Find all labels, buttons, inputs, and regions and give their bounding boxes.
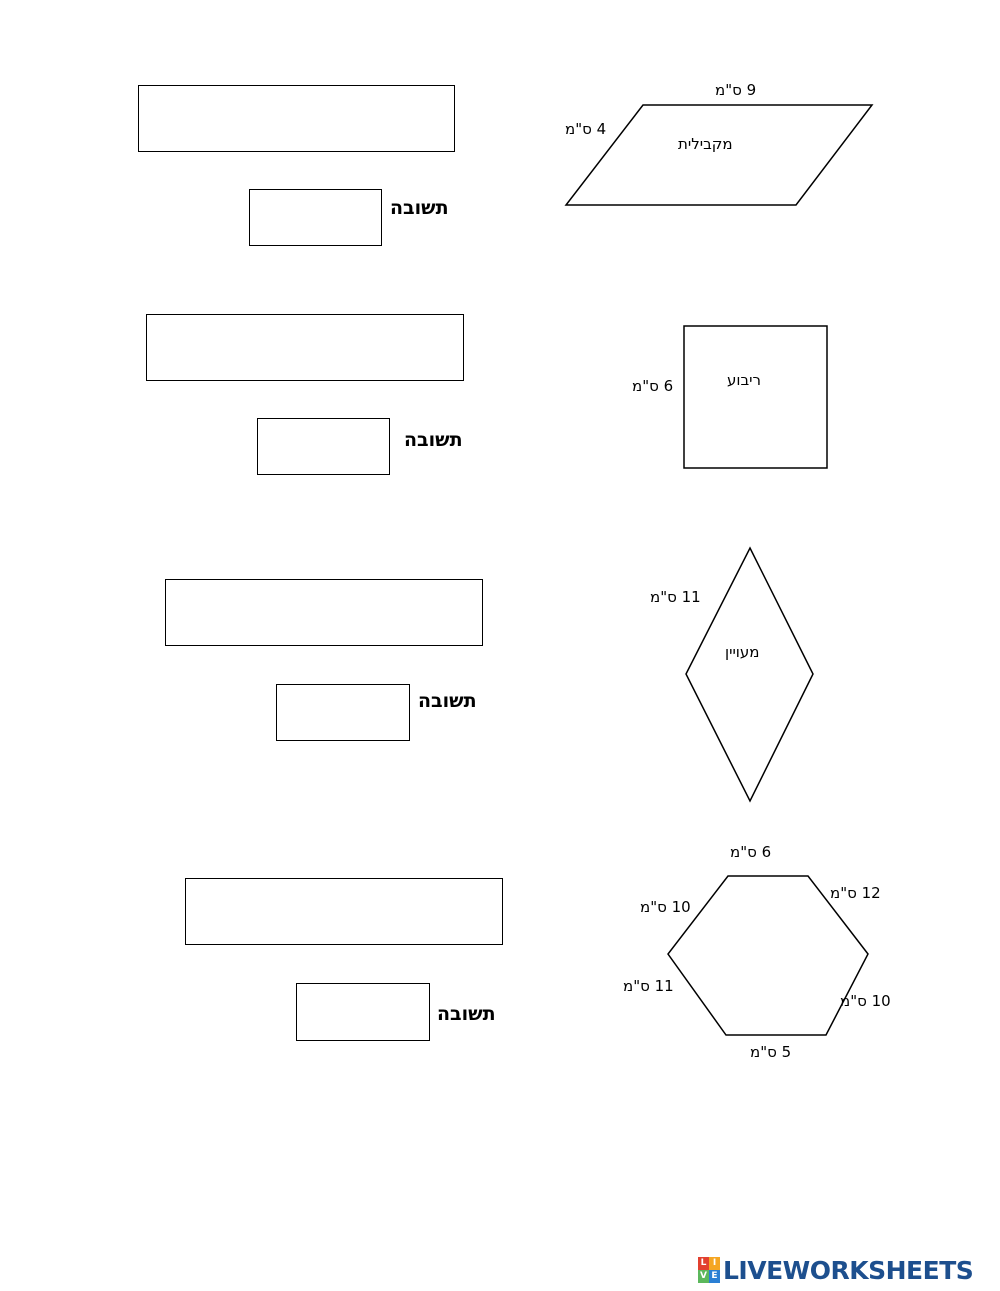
work-input-1[interactable]: [138, 85, 455, 152]
hexagon-bottom-label: 5 ס"מ: [750, 1043, 792, 1061]
parallelogram-name-label: מקבילית: [678, 135, 733, 153]
hexagon-top-left-label: 10 ס"מ: [640, 898, 691, 916]
answer-input-2[interactable]: [257, 418, 390, 475]
parallelogram-left-side-label: 4 ס"מ: [565, 120, 607, 138]
answer-input-3[interactable]: [276, 684, 410, 741]
answer-label-1: תשובה: [390, 197, 449, 219]
parallelogram-top-side-label: 9 ס"מ: [715, 81, 757, 99]
parallelogram-shape: [566, 105, 872, 205]
hexagon-top-label: 6 ס"מ: [730, 843, 772, 861]
square-shape: [684, 326, 827, 468]
rhombus-shape: [686, 548, 813, 801]
work-input-4[interactable]: [185, 878, 503, 945]
answer-input-4[interactable]: [296, 983, 430, 1041]
hexagon-top-right-label: 12 ס"מ: [830, 884, 881, 902]
logo-mark-icon: L I V E: [698, 1257, 720, 1283]
square-side-label: 6 ס"מ: [632, 377, 674, 395]
answer-label-4: תשובה: [437, 1003, 496, 1025]
rhombus-side-label: 11 ס"מ: [650, 588, 701, 606]
hexagon-bottom-left-label: 11 ס"מ: [623, 977, 674, 995]
logo-text: LIVEWORKSHEETS: [723, 1255, 974, 1285]
work-input-3[interactable]: [165, 579, 483, 646]
answer-label-3: תשובה: [418, 690, 477, 712]
liveworksheets-logo: [698, 1255, 973, 1285]
square-name-label: ריבוע: [727, 371, 761, 389]
rhombus-name-label: מעויין: [725, 643, 760, 661]
answer-input-1[interactable]: [249, 189, 382, 246]
work-input-2[interactable]: [146, 314, 464, 381]
answer-label-2: תשובה: [404, 429, 463, 451]
hexagon-bottom-right-label: 10 ס"מ: [840, 992, 891, 1010]
